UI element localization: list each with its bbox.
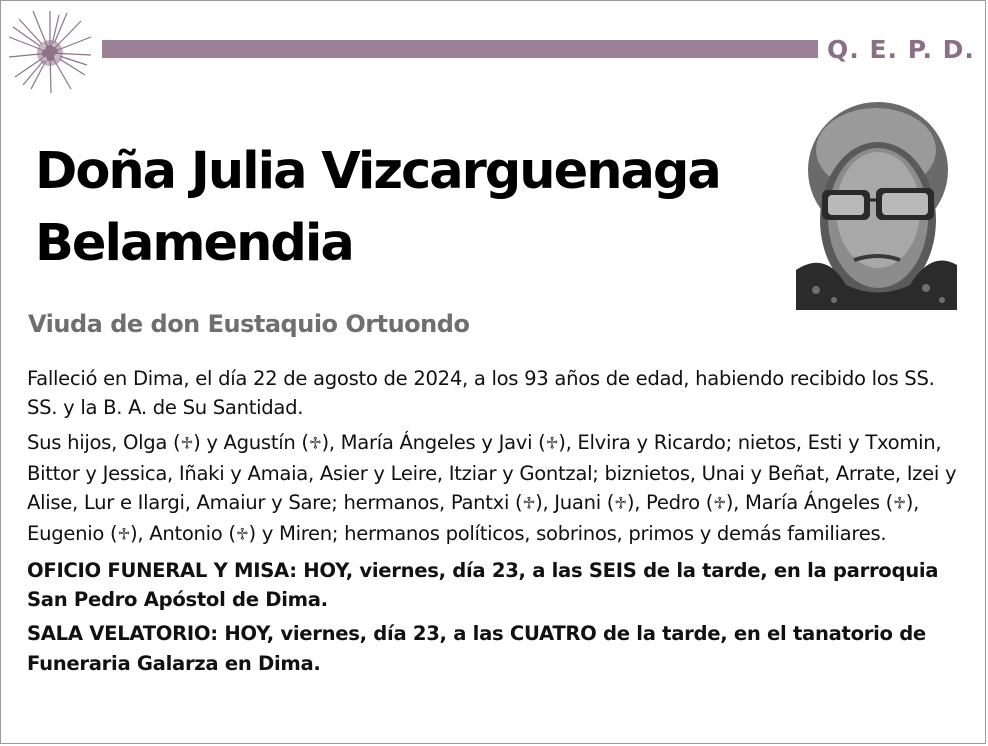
- subtitle-widow: Viuda de don Eustaquio Ortuondo: [28, 310, 470, 338]
- thistle-emblem-icon: [7, 9, 93, 93]
- header-bar: [102, 40, 818, 58]
- cross-icon: ♱: [545, 433, 559, 454]
- cross-icon: ♱: [522, 494, 536, 515]
- cross-icon: ♱: [614, 494, 627, 515]
- cross-icon: ♱: [180, 433, 194, 454]
- cross-icon: ♱: [117, 525, 131, 546]
- name-line-2: Belamendia: [35, 214, 353, 273]
- notice-body: [27, 364, 967, 683]
- name-line-1: Doña Julia Vizcarguenaga: [35, 142, 720, 201]
- wake-room-paragraph: SALA VELATORIO: HOY, viernes, día 23, a las CUATRO de la tarde, en el tanatorio de Funeraria Galarza en Dima.: [27, 622, 926, 675]
- cross-icon: ♱: [308, 433, 322, 454]
- death-paragraph: Falleció en Dima, el día 22 de agosto de 2024, a los 93 años de edad, habiendo recibido los SS. SS. y la B. A. de Su Santidad.: [27, 367, 935, 420]
- cross-icon: ♱: [713, 494, 726, 515]
- deceased-name: [35, 136, 795, 280]
- family-paragraph: Sus hijos, Olga (♱) y Agustín (♱), María Ángeles y Javi (♱), Elvira y Ricardo; nietos, Esti y Txomin, Bittor y Jessica, Iñaki y Amaia, Asier y Leire, Itziar y Gontzal; biznietos, Unai y Beñat, Arrate, Izei y Alise, Lur e Ilargi, Amaiur y Sare; hermanos, Pantxi (♱), Juani (♱), Pedro (♱), María Ángeles (♱), Eugenio (♱), Antonio (♱) y Miren; hermanos políticos, sobrinos, primos y demás familiares.: [27, 428, 967, 551]
- funeral-mass-paragraph: OFICIO FUNERAL Y MISA: HOY, viernes, día 23, a las SEIS de la tarde, en la parroquia San Pedro Apóstol de Dima.: [27, 558, 939, 612]
- qepd-heading: Q. E. P. D.: [827, 35, 975, 64]
- cross-icon: ♱: [235, 525, 249, 546]
- portrait-photo: [796, 100, 957, 310]
- cross-icon: ♱: [893, 494, 906, 515]
